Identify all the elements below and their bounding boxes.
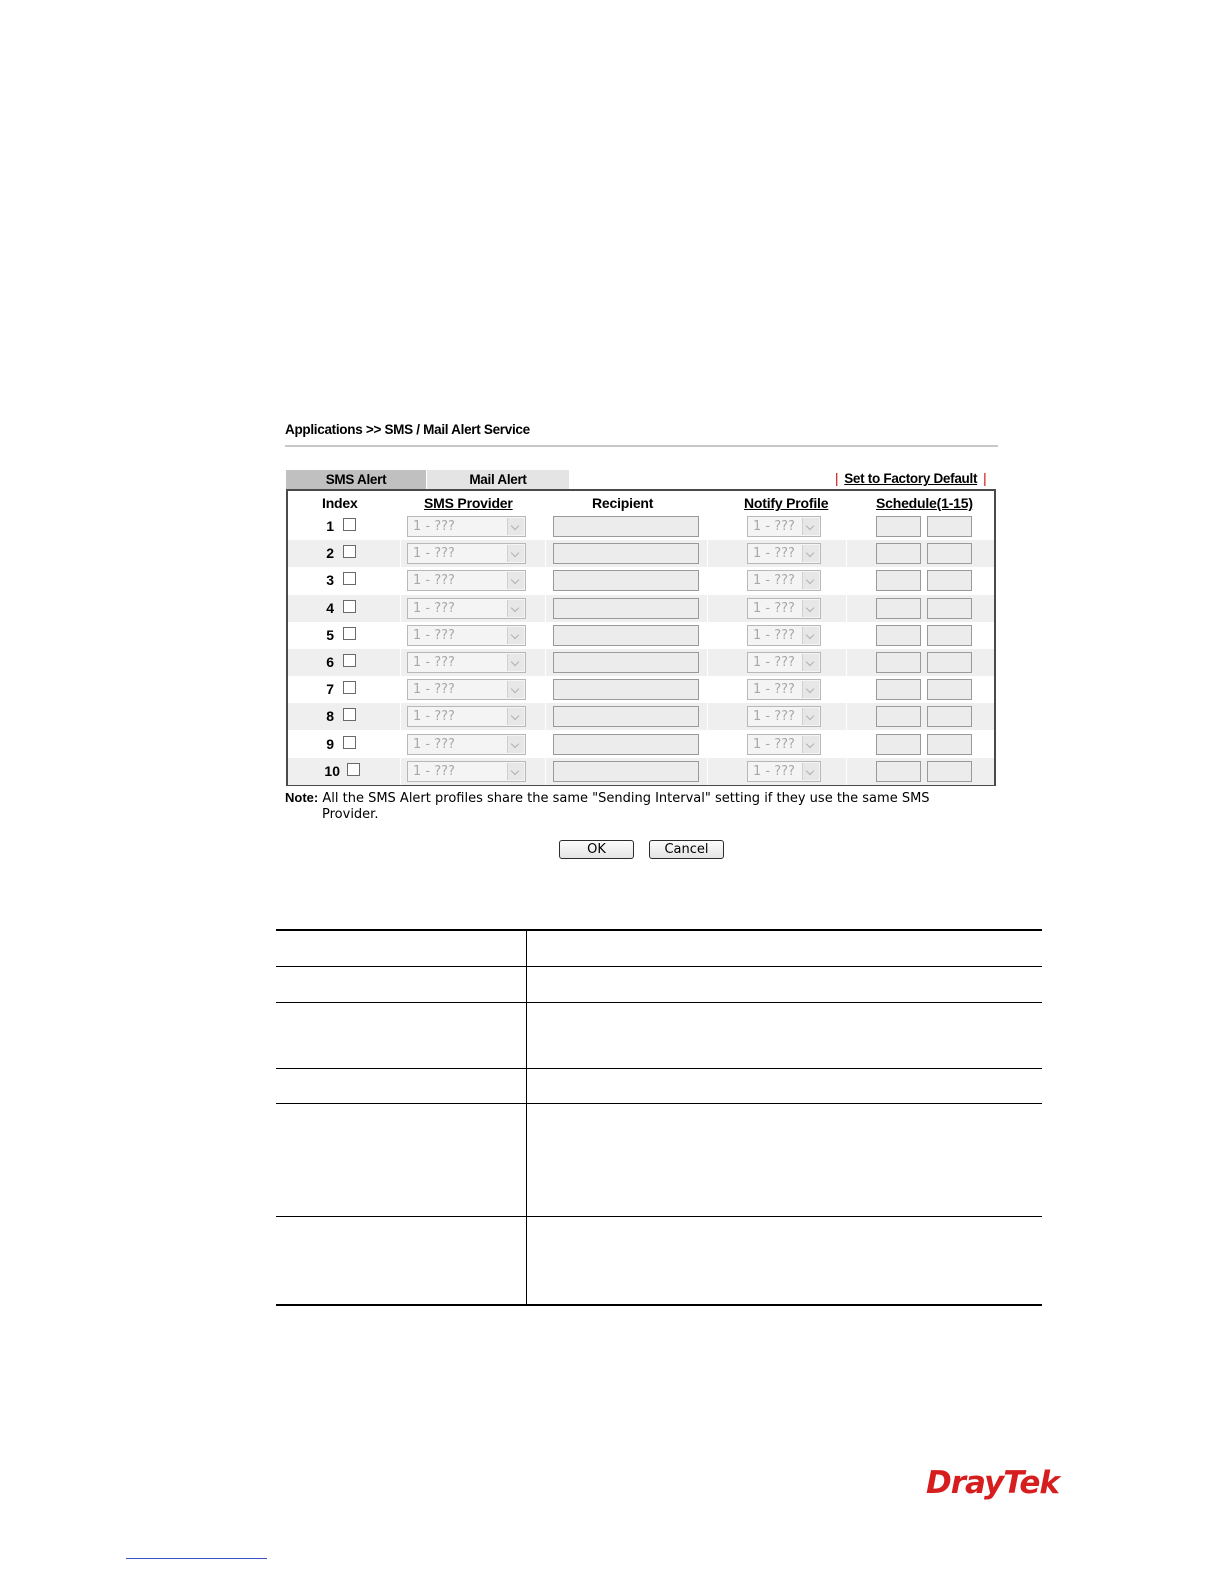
notify-profile-select[interactable] [747,516,821,537]
cell-divider [545,676,546,703]
notify-profile-value: 1 - ??? [753,709,795,724]
schedule-input-2[interactable] [927,516,972,537]
recipient-input[interactable] [553,625,699,646]
desc-table-bottom-rule [276,1304,1042,1306]
desc-table-top-rule [276,929,1042,931]
notify-profile-value: 1 - ??? [753,628,795,643]
schedule-input-2[interactable] [927,679,972,700]
table-row [288,676,994,703]
cell-divider [707,513,708,540]
schedule-input-1[interactable] [876,516,921,537]
schedule-input-2[interactable] [927,652,972,673]
cell-divider [846,758,847,785]
notify-profile-select[interactable] [747,652,821,673]
sms-provider-value: 1 - ??? [413,628,455,643]
sms-provider-value: 1 - ??? [413,737,455,752]
chevron-down-icon [507,681,524,698]
chevron-down-icon [507,518,524,535]
schedule-input-2[interactable] [927,706,972,727]
footer-link-underline [126,1558,267,1559]
notify-profile-value: 1 - ??? [753,682,795,697]
sms-provider-value: 1 - ??? [413,764,455,779]
cell-divider [545,540,546,567]
separator: | [983,471,987,486]
cell-divider [707,595,708,622]
sms-provider-select[interactable] [407,625,526,646]
notify-profile-value: 1 - ??? [753,737,795,752]
cell-divider [846,540,847,567]
schedule-input-1[interactable] [876,570,921,591]
schedule-input-1[interactable] [876,734,921,755]
row-index: 5 [326,627,334,643]
chevron-down-icon [802,654,819,671]
column-header-notify-profile[interactable]: Notify Profile [744,495,829,511]
schedule-input-1[interactable] [876,679,921,700]
sms-provider-select[interactable] [407,706,526,727]
schedule-input-1[interactable] [876,706,921,727]
tab-mail-alert[interactable]: Mail Alert [427,470,569,489]
cell-divider [707,649,708,676]
schedule-input-2[interactable] [927,543,972,564]
table-row [288,649,994,676]
sms-provider-value: 1 - ??? [413,573,455,588]
cell-divider [400,758,401,785]
table-row [288,622,994,649]
recipient-input[interactable] [553,570,699,591]
chevron-down-icon [507,600,524,617]
notify-profile-value: 1 - ??? [753,546,795,561]
schedule-input-2[interactable] [927,625,972,646]
recipient-input[interactable] [553,516,699,537]
notify-profile-select[interactable] [747,543,821,564]
note-text-continued: Provider. [322,807,379,822]
tab-sms-alert[interactable]: SMS Alert [286,470,426,489]
cell-divider [707,676,708,703]
table-row [288,758,994,785]
sms-provider-select[interactable] [407,543,526,564]
note-text: All the SMS Alert profiles share the same "Sending Interval" setting if they use the same SMS [322,791,930,806]
cell-divider [846,622,847,649]
cell-divider [707,567,708,594]
enable-checkbox[interactable] [343,518,356,531]
cell-divider [545,703,546,730]
chevron-down-icon [802,736,819,753]
row-index: 3 [326,572,334,588]
cell-divider [400,731,401,758]
cell-divider [545,622,546,649]
draytek-logo: DrayTek [926,1465,1059,1501]
enable-checkbox[interactable] [343,600,356,613]
cell-divider [707,758,708,785]
notify-profile-select[interactable] [747,598,821,619]
table-row [288,731,994,758]
schedule-input-1[interactable] [876,625,921,646]
chevron-down-icon [507,763,524,780]
ok-button[interactable]: OK [559,840,634,859]
cell-divider [400,540,401,567]
chevron-down-icon [507,654,524,671]
notify-profile-value: 1 - ??? [753,764,795,779]
notify-profile-select[interactable] [747,734,821,755]
cell-divider [400,676,401,703]
sms-provider-select[interactable] [407,761,526,782]
breadcrumb-divider [285,445,998,447]
notify-profile-value: 1 - ??? [753,601,795,616]
sms-provider-value: 1 - ??? [413,655,455,670]
table-row [288,703,994,730]
table-row [288,567,994,594]
notify-profile-select[interactable] [747,679,821,700]
row-index: 9 [326,736,334,752]
sms-provider-value: 1 - ??? [413,601,455,616]
cell-divider [846,703,847,730]
cell-divider [545,731,546,758]
schedule-input-2[interactable] [927,761,972,782]
notify-profile-value: 1 - ??? [753,573,795,588]
cancel-button[interactable]: Cancel [649,840,724,859]
notify-profile-select[interactable] [747,706,821,727]
enable-checkbox[interactable] [343,545,356,558]
column-header-schedule[interactable]: Schedule(1-15) [876,495,973,511]
notify-profile-value: 1 - ??? [753,655,795,670]
notify-profile-select[interactable] [747,570,821,591]
recipient-input[interactable] [553,734,699,755]
cell-divider [846,595,847,622]
separator: | [835,471,839,486]
cell-divider [846,731,847,758]
sms-provider-select[interactable] [407,570,526,591]
cell-divider [545,758,546,785]
chevron-down-icon [802,681,819,698]
desc-table-rule [276,1002,1042,1003]
cell-divider [545,595,546,622]
cell-divider [846,676,847,703]
chevron-down-icon [507,736,524,753]
notify-profile-select[interactable] [747,625,821,646]
enable-checkbox[interactable] [343,736,356,749]
desc-table-rule [276,966,1042,967]
notify-profile-value: 1 - ??? [753,519,795,534]
cell-divider [400,649,401,676]
cell-divider [400,567,401,594]
enable-checkbox[interactable] [343,627,356,640]
sms-provider-select[interactable] [407,598,526,619]
chevron-down-icon [802,763,819,780]
sms-provider-select[interactable] [407,679,526,700]
schedule-input-2[interactable] [927,734,972,755]
schedule-input-2[interactable] [927,598,972,619]
desc-table-rule [276,1068,1042,1069]
row-index: 8 [326,708,334,724]
cell-divider [707,703,708,730]
chevron-down-icon [507,708,524,725]
schedule-input-1[interactable] [876,543,921,564]
cell-divider [846,567,847,594]
sms-provider-value: 1 - ??? [413,682,455,697]
sms-provider-value: 1 - ??? [413,709,455,724]
row-index: 7 [326,681,334,697]
table-row [288,595,994,622]
column-header-sms-provider[interactable]: SMS Provider [424,495,513,511]
recipient-input[interactable] [553,652,699,673]
recipient-input[interactable] [553,679,699,700]
cell-divider [846,649,847,676]
sms-provider-select[interactable] [407,734,526,755]
breadcrumb: Applications >> SMS / Mail Alert Service [285,422,530,437]
chevron-down-icon [802,708,819,725]
cell-divider [400,703,401,730]
chevron-down-icon [507,572,524,589]
cell-divider [545,513,546,540]
notify-profile-select[interactable] [747,761,821,782]
schedule-input-1[interactable] [876,652,921,673]
row-index: 4 [326,600,334,616]
cell-divider [400,622,401,649]
enable-checkbox[interactable] [347,763,360,776]
factory-default-area [835,471,986,486]
chevron-down-icon [802,627,819,644]
recipient-input[interactable] [553,706,699,727]
chevron-down-icon [507,545,524,562]
note-label: Note: [285,790,319,805]
sms-provider-value: 1 - ??? [413,546,455,561]
schedule-input-1[interactable] [876,598,921,619]
column-header-index: Index [322,495,358,511]
chevron-down-icon [802,600,819,617]
schedule-input-1[interactable] [876,761,921,782]
set-to-factory-default-link[interactable]: Set to Factory Default [844,471,978,486]
cell-divider [400,595,401,622]
chevron-down-icon [802,572,819,589]
cell-divider [545,567,546,594]
chevron-down-icon [802,545,819,562]
row-index: 2 [326,545,334,561]
cell-divider [707,731,708,758]
column-header-recipient: Recipient [592,495,654,511]
enable-checkbox[interactable] [343,708,356,721]
enable-checkbox[interactable] [343,572,356,585]
desc-table-column-divider [526,930,527,1306]
table-row [288,513,994,540]
recipient-input[interactable] [553,761,699,782]
enable-checkbox[interactable] [343,654,356,667]
row-index: 6 [326,654,334,670]
cell-divider [846,513,847,540]
cell-divider [707,622,708,649]
cell-divider [400,513,401,540]
recipient-input[interactable] [553,543,699,564]
note [285,790,995,823]
row-index: 1 [326,518,334,534]
chevron-down-icon [507,627,524,644]
recipient-input[interactable] [553,598,699,619]
row-index: 10 [324,763,340,779]
desc-table-rule [276,1103,1042,1104]
schedule-input-2[interactable] [927,570,972,591]
cell-divider [707,540,708,567]
table-row [288,540,994,567]
sms-provider-select[interactable] [407,516,526,537]
sms-provider-select[interactable] [407,652,526,673]
cell-divider [545,649,546,676]
enable-checkbox[interactable] [343,681,356,694]
desc-table-rule [276,1216,1042,1217]
sms-provider-value: 1 - ??? [413,519,455,534]
chevron-down-icon [802,518,819,535]
